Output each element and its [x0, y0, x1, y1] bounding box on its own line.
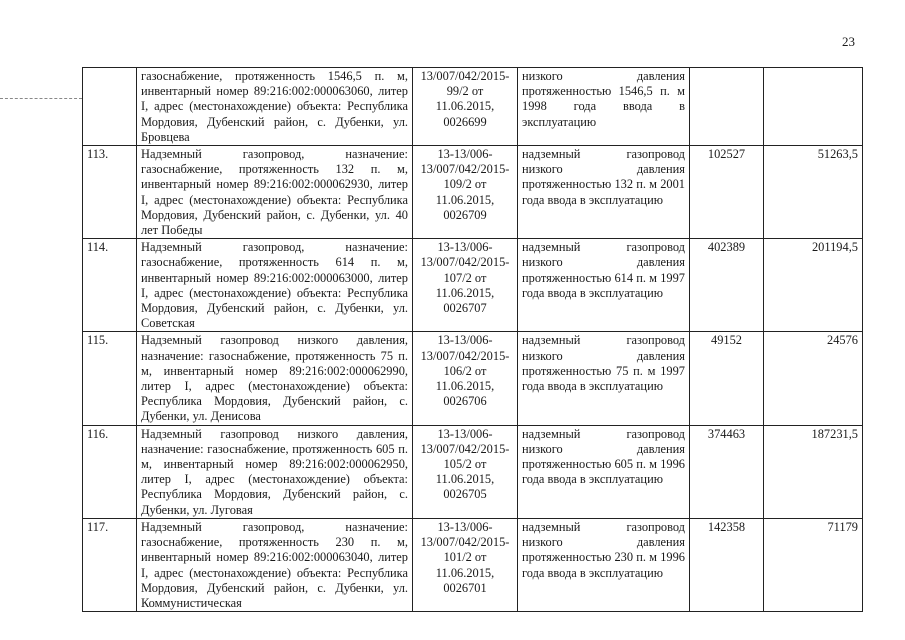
value-1: 142358	[690, 518, 764, 611]
object-description: Надземный газопровод, назначение: газоснабжение, протяженность 230 п. м, инвентарный номер 89:216:002:000063040, литер I, адрес (местонахождение) объекта: Республика Мордовия, Дубенский район, с. Дубенки, ул. Коммунистическая	[137, 518, 413, 611]
object-characteristics: надземный газопровод низкого давления протяженностью 605 п. м 1996 года ввода в эксплуатацию	[518, 425, 690, 518]
value-2: 51263,5	[764, 146, 863, 239]
value-2: 187231,5	[764, 425, 863, 518]
registration-record: 13-13/006-13/007/042/2015-107/2 от 11.06.2015, 0026707	[413, 239, 518, 332]
value-1: 49152	[690, 332, 764, 425]
value-2: 24576	[764, 332, 863, 425]
object-description: газоснабжение, протяженность 1546,5 п. м, инвентарный номер 89:216:002:000063060, литер I, адрес (местонахождение) объекта: Республика Мордовия, Дубенский район, с. Дубенки, ул. Бровцева	[137, 68, 413, 146]
table-row	[83, 425, 863, 518]
registration-record: 13-13/006-13/007/042/2015-109/2 от 11.06.2015, 0026709	[413, 146, 518, 239]
value-2: 71179	[764, 518, 863, 611]
table-row	[83, 146, 863, 239]
row-number: 115.	[83, 332, 137, 425]
object-characteristics: низкого давления протяженностью 1546,5 п. м 1998 года ввода в эксплуатацию	[518, 68, 690, 146]
object-characteristics: надземный газопровод низкого давления протяженностью 230 п. м 1996 года ввода в эксплуатацию	[518, 518, 690, 611]
table-row	[83, 332, 863, 425]
table-row	[83, 518, 863, 611]
registration-record: 13/007/042/2015-99/2 от 11.06.2015, 0026699	[413, 68, 518, 146]
scan-margin-line	[0, 98, 82, 99]
registration-record: 13-13/006-13/007/042/2015-105/2 от 11.06.2015, 0026705	[413, 425, 518, 518]
object-description: Надземный газопровод, назначение: газоснабжение, протяженность 614 п. м, инвентарный номер 89:216:002:000063000, литер I, адрес (местонахождение) объекта: Республика Мордовия, Дубенский район, с. Дубенки, ул. Советская	[137, 239, 413, 332]
row-number: 117.	[83, 518, 137, 611]
value-2: 201194,5	[764, 239, 863, 332]
page-number: 23	[842, 34, 855, 49]
table-row	[83, 68, 863, 146]
value-1: 402389	[690, 239, 764, 332]
value-1	[690, 68, 764, 146]
value-1: 102527	[690, 146, 764, 239]
object-characteristics: надземный газопровод низкого давления протяженностью 614 п. м 1997 года ввода в эксплуатацию	[518, 239, 690, 332]
property-register-table	[82, 67, 863, 612]
value-1: 374463	[690, 425, 764, 518]
row-number: 113.	[83, 146, 137, 239]
registration-record: 13-13/006-13/007/042/2015-101/2 от 11.06.2015, 0026701	[413, 518, 518, 611]
object-description: Надземный газопровод низкого давления, назначение: газоснабжение, протяженность 605 п. м, инвентарный номер 89:216:002:000062950, литер I, адрес (местонахождение) объекта: Республика Мордовия, Дубенский район, с. Дубенки, ул. Луговая	[137, 425, 413, 518]
row-number: 116.	[83, 425, 137, 518]
value-2	[764, 68, 863, 146]
object-description: Надземный газопровод, назначение: газоснабжение, протяженность 132 п. м, инвентарный номер 89:216:002:000062930, литер I, адрес (местонахождение) объекта: Республика Мордовия, Дубенский район, с. Дубенки, ул. 40 лет Победы	[137, 146, 413, 239]
object-characteristics: надземный газопровод низкого давления протяженностью 132 п. м 2001 года ввода в эксплуатацию	[518, 146, 690, 239]
table-row	[83, 239, 863, 332]
registration-record: 13-13/006-13/007/042/2015-106/2 от 11.06.2015, 0026706	[413, 332, 518, 425]
object-description: Надземный газопровод низкого давления, назначение: газоснабжение, протяженность 75 п. м, инвентарный номер 89:216:002:000062990, литер I, адрес (местонахождение) объекта: Республика Мордовия, Дубенский район, с. Дубенки, ул. Денисова	[137, 332, 413, 425]
row-number: 114.	[83, 239, 137, 332]
object-characteristics: надземный газопровод низкого давления протяженностью 75 п. м 1997 года ввода в эксплуатацию	[518, 332, 690, 425]
row-number	[83, 68, 137, 146]
